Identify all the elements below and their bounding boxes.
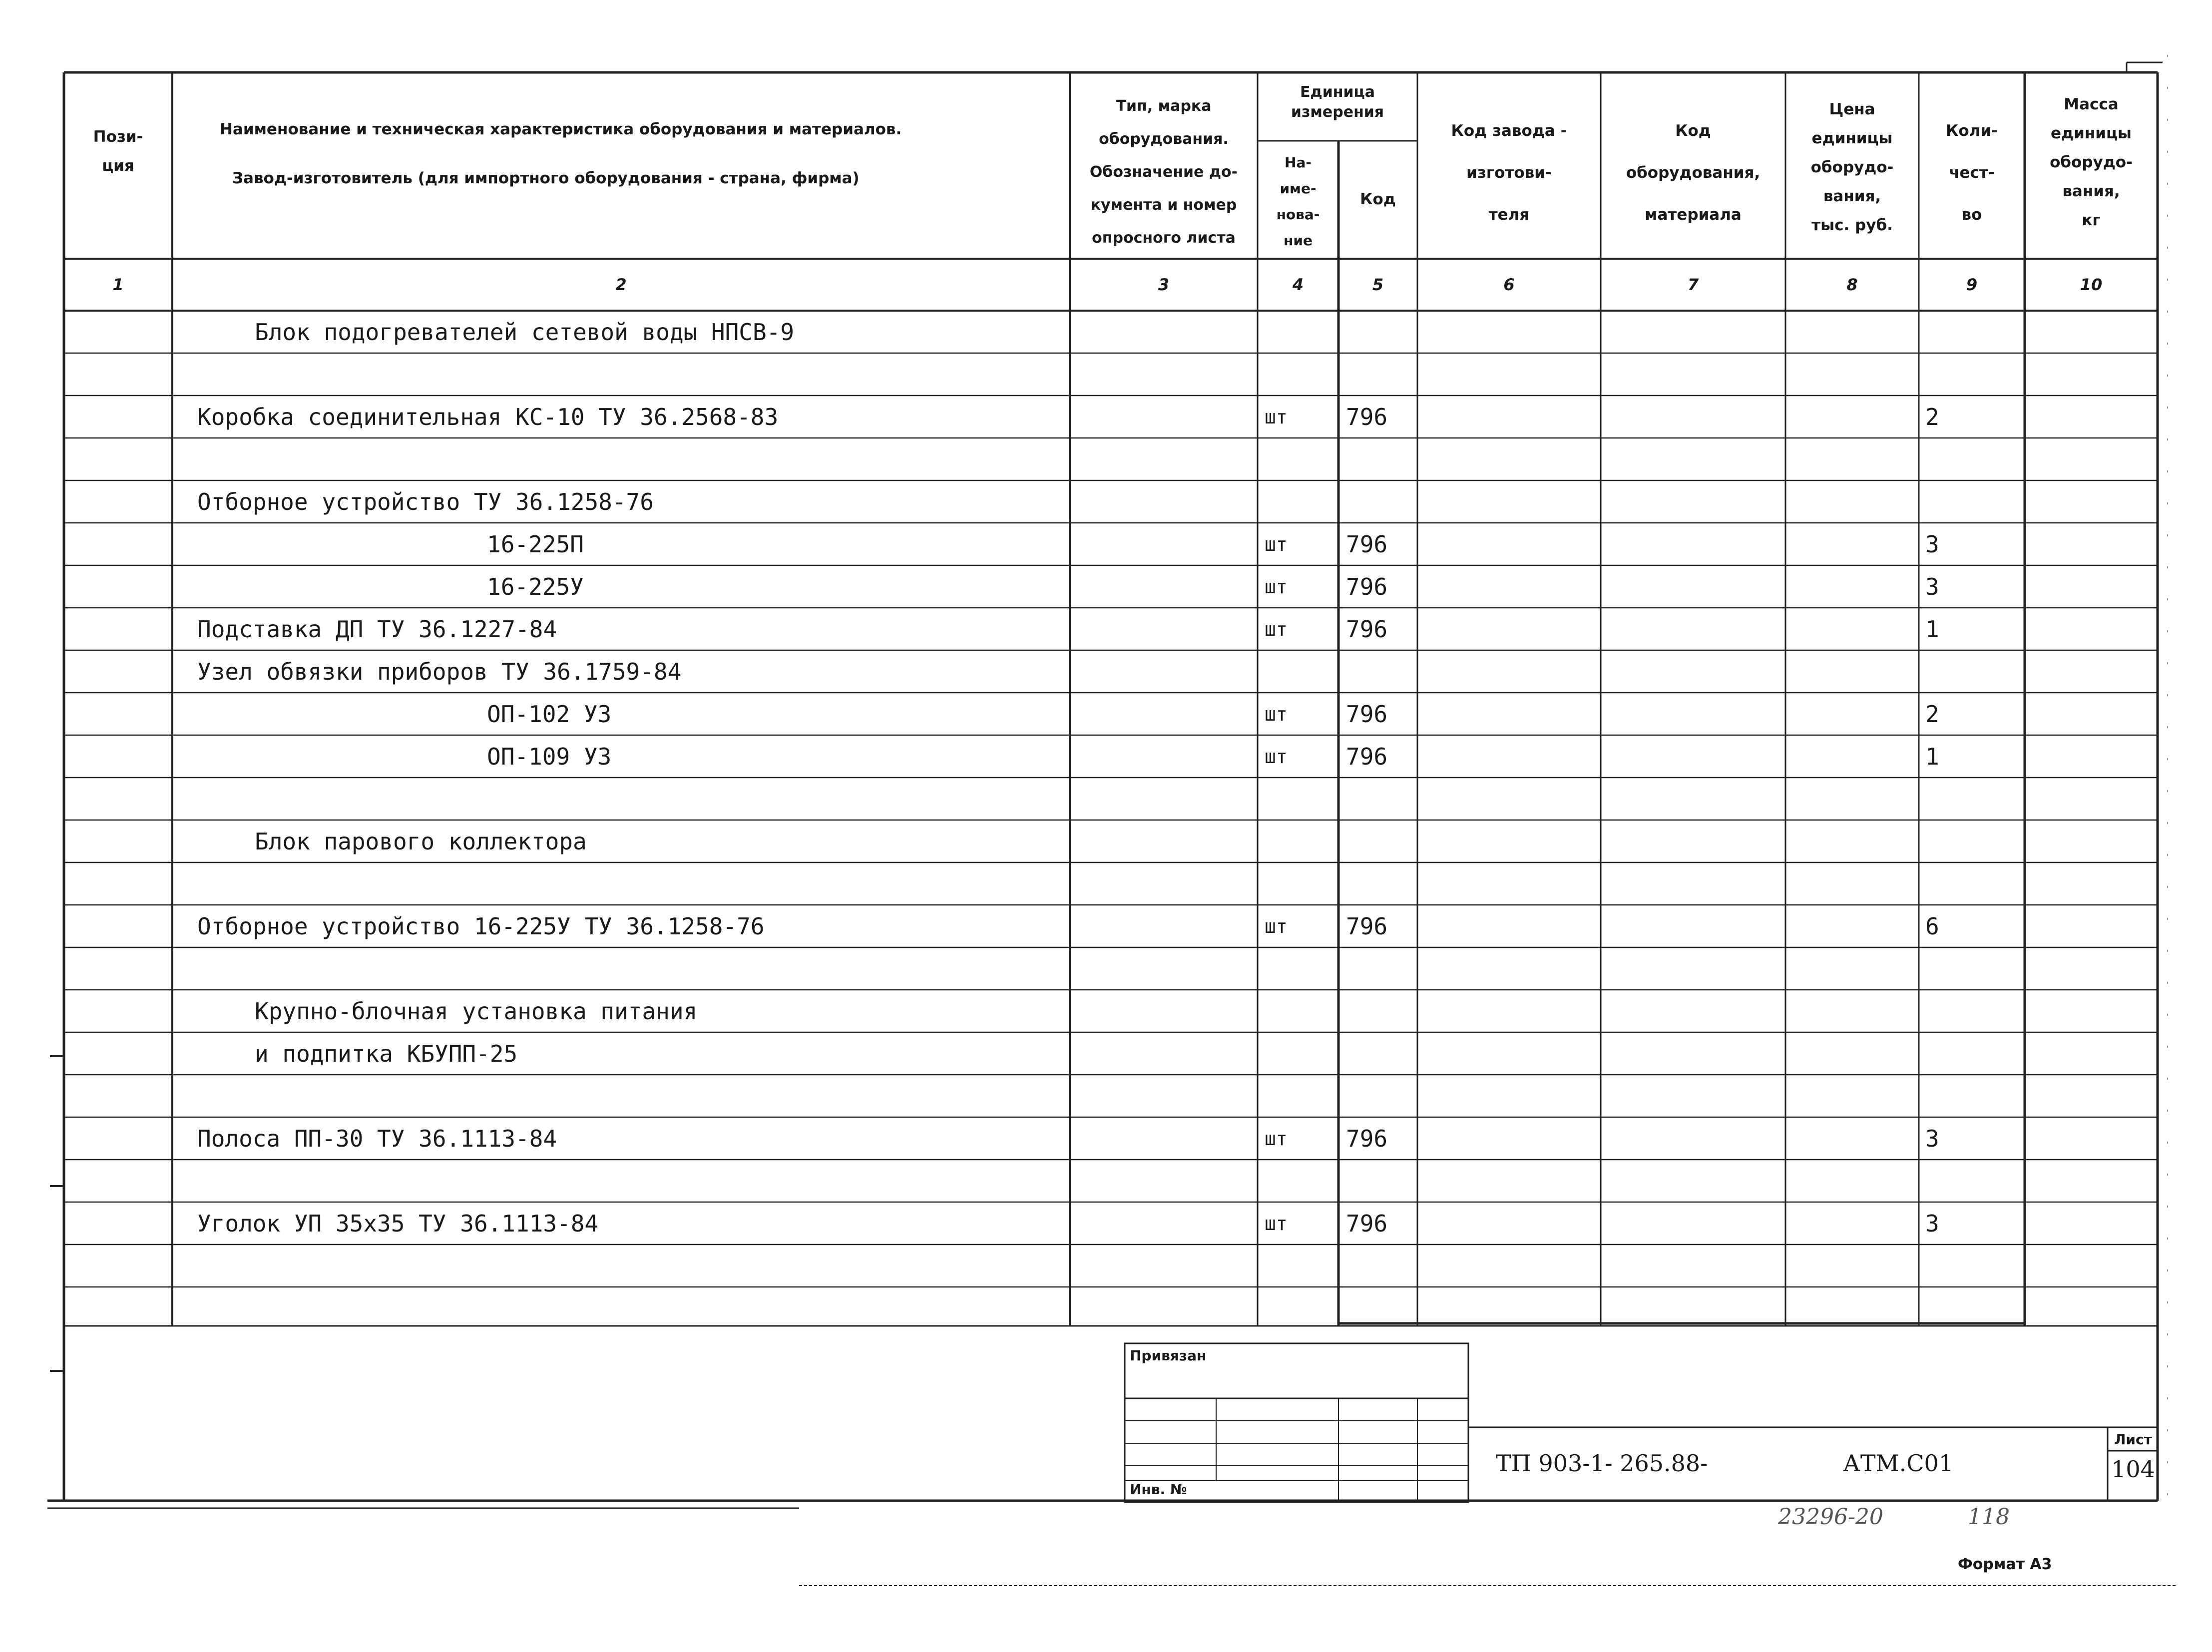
row-name: 16-225П	[487, 531, 584, 558]
col-number: 8	[1846, 275, 1858, 294]
inventory-number-label: Инв. №	[1130, 1481, 1187, 1498]
col-number: 10	[2080, 275, 2103, 294]
col-number: 4	[1292, 275, 1304, 294]
row-name: Узел обвязки приборов ТУ 36.1759-84	[197, 658, 682, 685]
row-name: Коробка соединительная КС-10 ТУ 36.2568-83	[197, 404, 779, 430]
header-factory-code: Код завода - изготови- теля	[1451, 122, 1567, 224]
row-unit: шт	[1265, 915, 1288, 937]
row-quantity: 1	[1925, 743, 1939, 770]
header-unit-group	[1258, 82, 1417, 122]
row-unit: шт	[1265, 1213, 1288, 1235]
header-equipment-code: Код оборудования, материала	[1626, 122, 1761, 224]
table-row	[0, 693, 2212, 736]
row-unit: шт	[1265, 576, 1288, 598]
table-row	[0, 1075, 2212, 1118]
row-quantity: 6	[1925, 913, 1939, 940]
sheet-label: Лист	[2114, 1431, 2152, 1448]
row-name: Уголок УП 35х35 ТУ 36.1113-84	[197, 1210, 599, 1237]
header-unit-code: Код	[1360, 190, 1396, 208]
table-row	[0, 1287, 2212, 1330]
header-unit-group-text: Единица измерения	[1291, 83, 1384, 121]
row-unit: шт	[1265, 533, 1288, 555]
row-unit-code: 796	[1346, 404, 1388, 430]
row-name: 16-225У	[487, 573, 584, 600]
table-row	[0, 735, 2212, 778]
row-quantity: 3	[1925, 1125, 1939, 1152]
header-unit-name: На- име- нова- ние	[1276, 154, 1320, 249]
row-unit-code: 796	[1346, 743, 1388, 770]
col-number: 5	[1372, 275, 1384, 294]
row-unit: шт	[1265, 406, 1288, 428]
sheet-number: 104	[2111, 1456, 2155, 1483]
table-row	[0, 1032, 2212, 1075]
format-label: Формат А3	[1958, 1556, 2052, 1573]
row-quantity: 3	[1925, 531, 1939, 558]
table-row	[0, 990, 2212, 1033]
header-position: Пози- ция	[93, 128, 143, 175]
row-unit-code: 796	[1346, 701, 1388, 728]
handwritten-number: 23296-20	[1778, 1504, 1883, 1530]
row-unit-code: 796	[1346, 1125, 1388, 1152]
col-number: 3	[1158, 275, 1170, 294]
row-name: ОП-102 УЗ	[487, 701, 612, 728]
row-unit-code: 796	[1346, 1210, 1388, 1237]
table-row	[0, 778, 2212, 821]
row-quantity: 1	[1925, 616, 1939, 643]
row-name: Блок подогревателей сетевой воды НПСВ-9	[255, 319, 795, 346]
row-name: Полоса ПП-30 ТУ 36.1113-84	[197, 1125, 557, 1152]
document-suffix: АТМ.С01	[1843, 1450, 1953, 1477]
header-quantity: Коли- чест- во	[1946, 122, 1998, 224]
table-row	[0, 1117, 2212, 1160]
row-quantity: 2	[1925, 701, 1939, 728]
row-quantity: 2	[1925, 404, 1939, 430]
table-row	[0, 650, 2212, 693]
attached-label: Привязан	[1130, 1347, 1207, 1364]
table-row	[0, 1202, 2212, 1245]
row-name: Отборное устройство 16-225У ТУ 36.1258-76	[197, 913, 765, 940]
table-row	[0, 523, 2212, 566]
row-unit-code: 796	[1346, 531, 1388, 558]
table-row	[0, 311, 2212, 354]
table-row	[0, 565, 2212, 608]
col-number: 6	[1503, 275, 1515, 294]
table-row	[0, 608, 2212, 651]
header-name-line1: Наименование и техническая характеристика оборудования и материалов.	[220, 120, 902, 138]
row-name: Блок парового коллектора	[255, 828, 587, 855]
col-number: 1	[112, 275, 124, 294]
row-name: и подпитка КБУПП-25	[255, 1040, 518, 1067]
table-row	[0, 1160, 2212, 1203]
row-name: ОП-109 УЗ	[487, 743, 612, 770]
table-row	[0, 438, 2212, 481]
row-unit: шт	[1265, 1128, 1288, 1150]
row-name: Отборное устройство ТУ 36.1258-76	[197, 488, 654, 515]
row-name: Крупно-блочная установка питания	[255, 998, 698, 1025]
row-quantity: 3	[1925, 1210, 1939, 1237]
row-unit-code: 796	[1346, 913, 1388, 940]
table-row	[0, 396, 2212, 438]
header-name-line2: Завод-изготовитель (для импортного оборудования - страна, фирма)	[232, 169, 860, 187]
row-unit: шт	[1265, 618, 1288, 640]
table-row	[0, 862, 2212, 905]
row-unit-code: 796	[1346, 573, 1388, 600]
table-row	[0, 353, 2212, 396]
header-unit-price: Цена единицы оборудо- вания, тыс. руб.	[1810, 100, 1894, 234]
header-type-mark: Тип, марка оборудования. Обозначение до- кумента и номер опросного листа	[1089, 97, 1238, 247]
table-row	[0, 905, 2212, 948]
document-code: ТП 903-1- 265.88-	[1496, 1450, 1708, 1477]
col-number: 7	[1687, 275, 1699, 294]
row-unit: шт	[1265, 703, 1288, 725]
col-number: 2	[615, 275, 627, 294]
row-name: Подставка ДП ТУ 36.1227-84	[197, 616, 557, 643]
table-row	[0, 820, 2212, 863]
table-row	[0, 480, 2212, 523]
col-number: 9	[1966, 275, 1978, 294]
table-row	[0, 1244, 2212, 1287]
header-unit-mass: Масса единицы оборудо- вания, кг	[2050, 95, 2133, 229]
row-quantity: 3	[1925, 573, 1939, 600]
table-row	[0, 947, 2212, 990]
row-unit-code: 796	[1346, 616, 1388, 643]
row-unit: шт	[1265, 746, 1288, 768]
handwritten-page: 118	[1968, 1504, 2010, 1530]
